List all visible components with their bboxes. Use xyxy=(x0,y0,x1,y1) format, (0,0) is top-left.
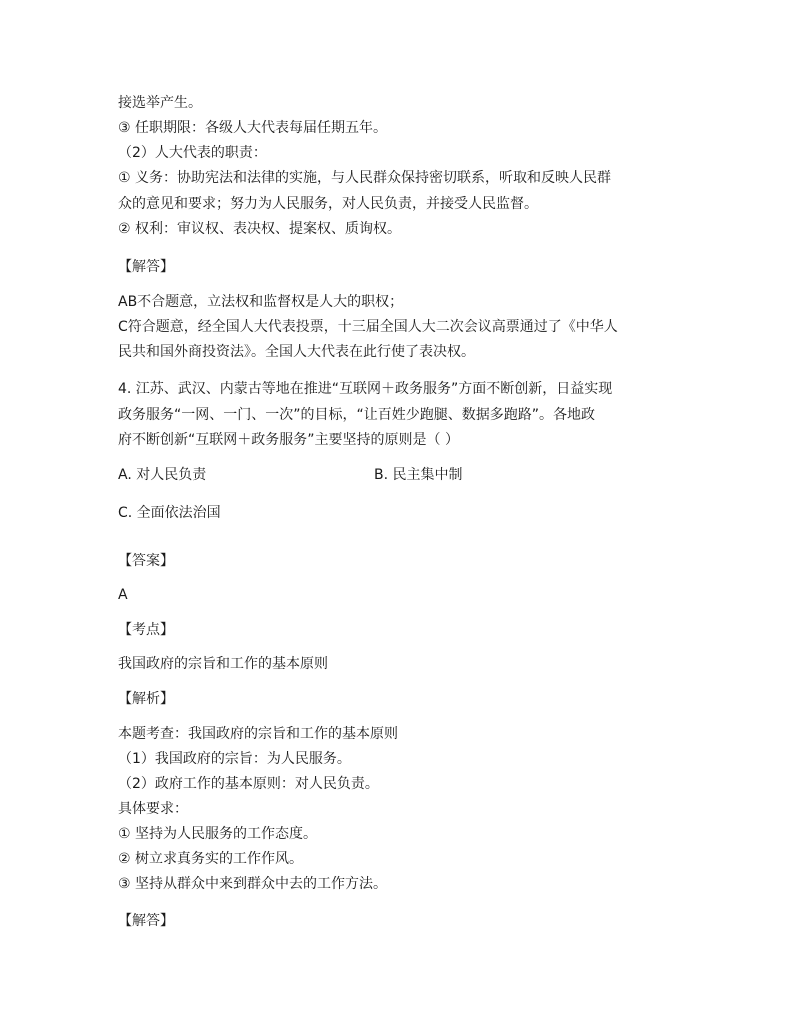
q-analysis-line-5: ① 坚持为人民服务的工作态度。 xyxy=(118,826,318,842)
question-stem-line-3: 府不断创新“互联网＋政务服务”主要坚持的原则是（ ） xyxy=(118,432,459,448)
analysis-line-1: 接选举产生。 xyxy=(118,95,202,111)
analysis-line-5: 众的意见和要求；努力为人民服务，对人民负责，并接受人民监督。 xyxy=(118,196,538,212)
q-analysis-line-6: ② 树立求真务实的工作作风。 xyxy=(118,851,304,867)
q-analysis-line-3: （2）政府工作的基本原则：对人民负责。 xyxy=(118,776,379,792)
option-c: C. 全面依法治国 xyxy=(118,505,221,521)
option-b: B. 民主集中制 xyxy=(374,467,463,483)
question-stem-line-1: 4. 江苏、武汉、内蒙古等地在推进“互联网＋政务服务”方面不断创新，日益实现 xyxy=(118,381,613,397)
analysis-line-6: ② 权利：审议权、表决权、提案权、质询权。 xyxy=(118,221,401,237)
analysis-heading: 【解析】 xyxy=(118,691,174,707)
solution-heading-prev: 【解答】 xyxy=(118,259,174,275)
solution-line-3: 民共和国外商投资法》。全国人大代表在此行使了表决权。 xyxy=(118,344,475,360)
point-heading: 【考点】 xyxy=(118,622,174,638)
answer-value: A xyxy=(118,587,128,603)
solution-line-2: C符合题意，经全国人大代表投票，十三届全国人大二次会议高票通过了《中华人 xyxy=(118,319,618,335)
solution-heading: 【解答】 xyxy=(118,913,174,929)
q-analysis-line-4: 具体要求： xyxy=(118,801,188,817)
analysis-line-3: （2）人大代表的职责： xyxy=(118,145,267,161)
q-analysis-line-7: ③ 坚持从群众中来到群众中去的工作方法。 xyxy=(118,876,387,892)
point-text: 我国政府的宗旨和工作的基本原则 xyxy=(118,656,328,672)
answer-heading: 【答案】 xyxy=(118,553,174,569)
q-analysis-line-2: （1）我国政府的宗旨：为人民服务。 xyxy=(118,751,351,767)
option-a: A. 对人民负责 xyxy=(118,467,207,483)
analysis-line-4: ① 义务：协助宪法和法律的实施，与人民群众保持密切联系，听取和反映人民群 xyxy=(118,170,611,186)
q-analysis-line-1: 本题考查：我国政府的宗旨和工作的基本原则 xyxy=(118,726,398,742)
solution-line-1: AB不合题意，立法权和监督权是人大的职权； xyxy=(118,294,404,310)
analysis-line-2: ③ 任职期限：各级人大代表每届任期五年。 xyxy=(118,120,387,136)
question-stem-line-2: 政务服务“一网、一门、一次”的目标，“让百姓少跑腿、数据多跑路”。各地政 xyxy=(118,407,596,423)
